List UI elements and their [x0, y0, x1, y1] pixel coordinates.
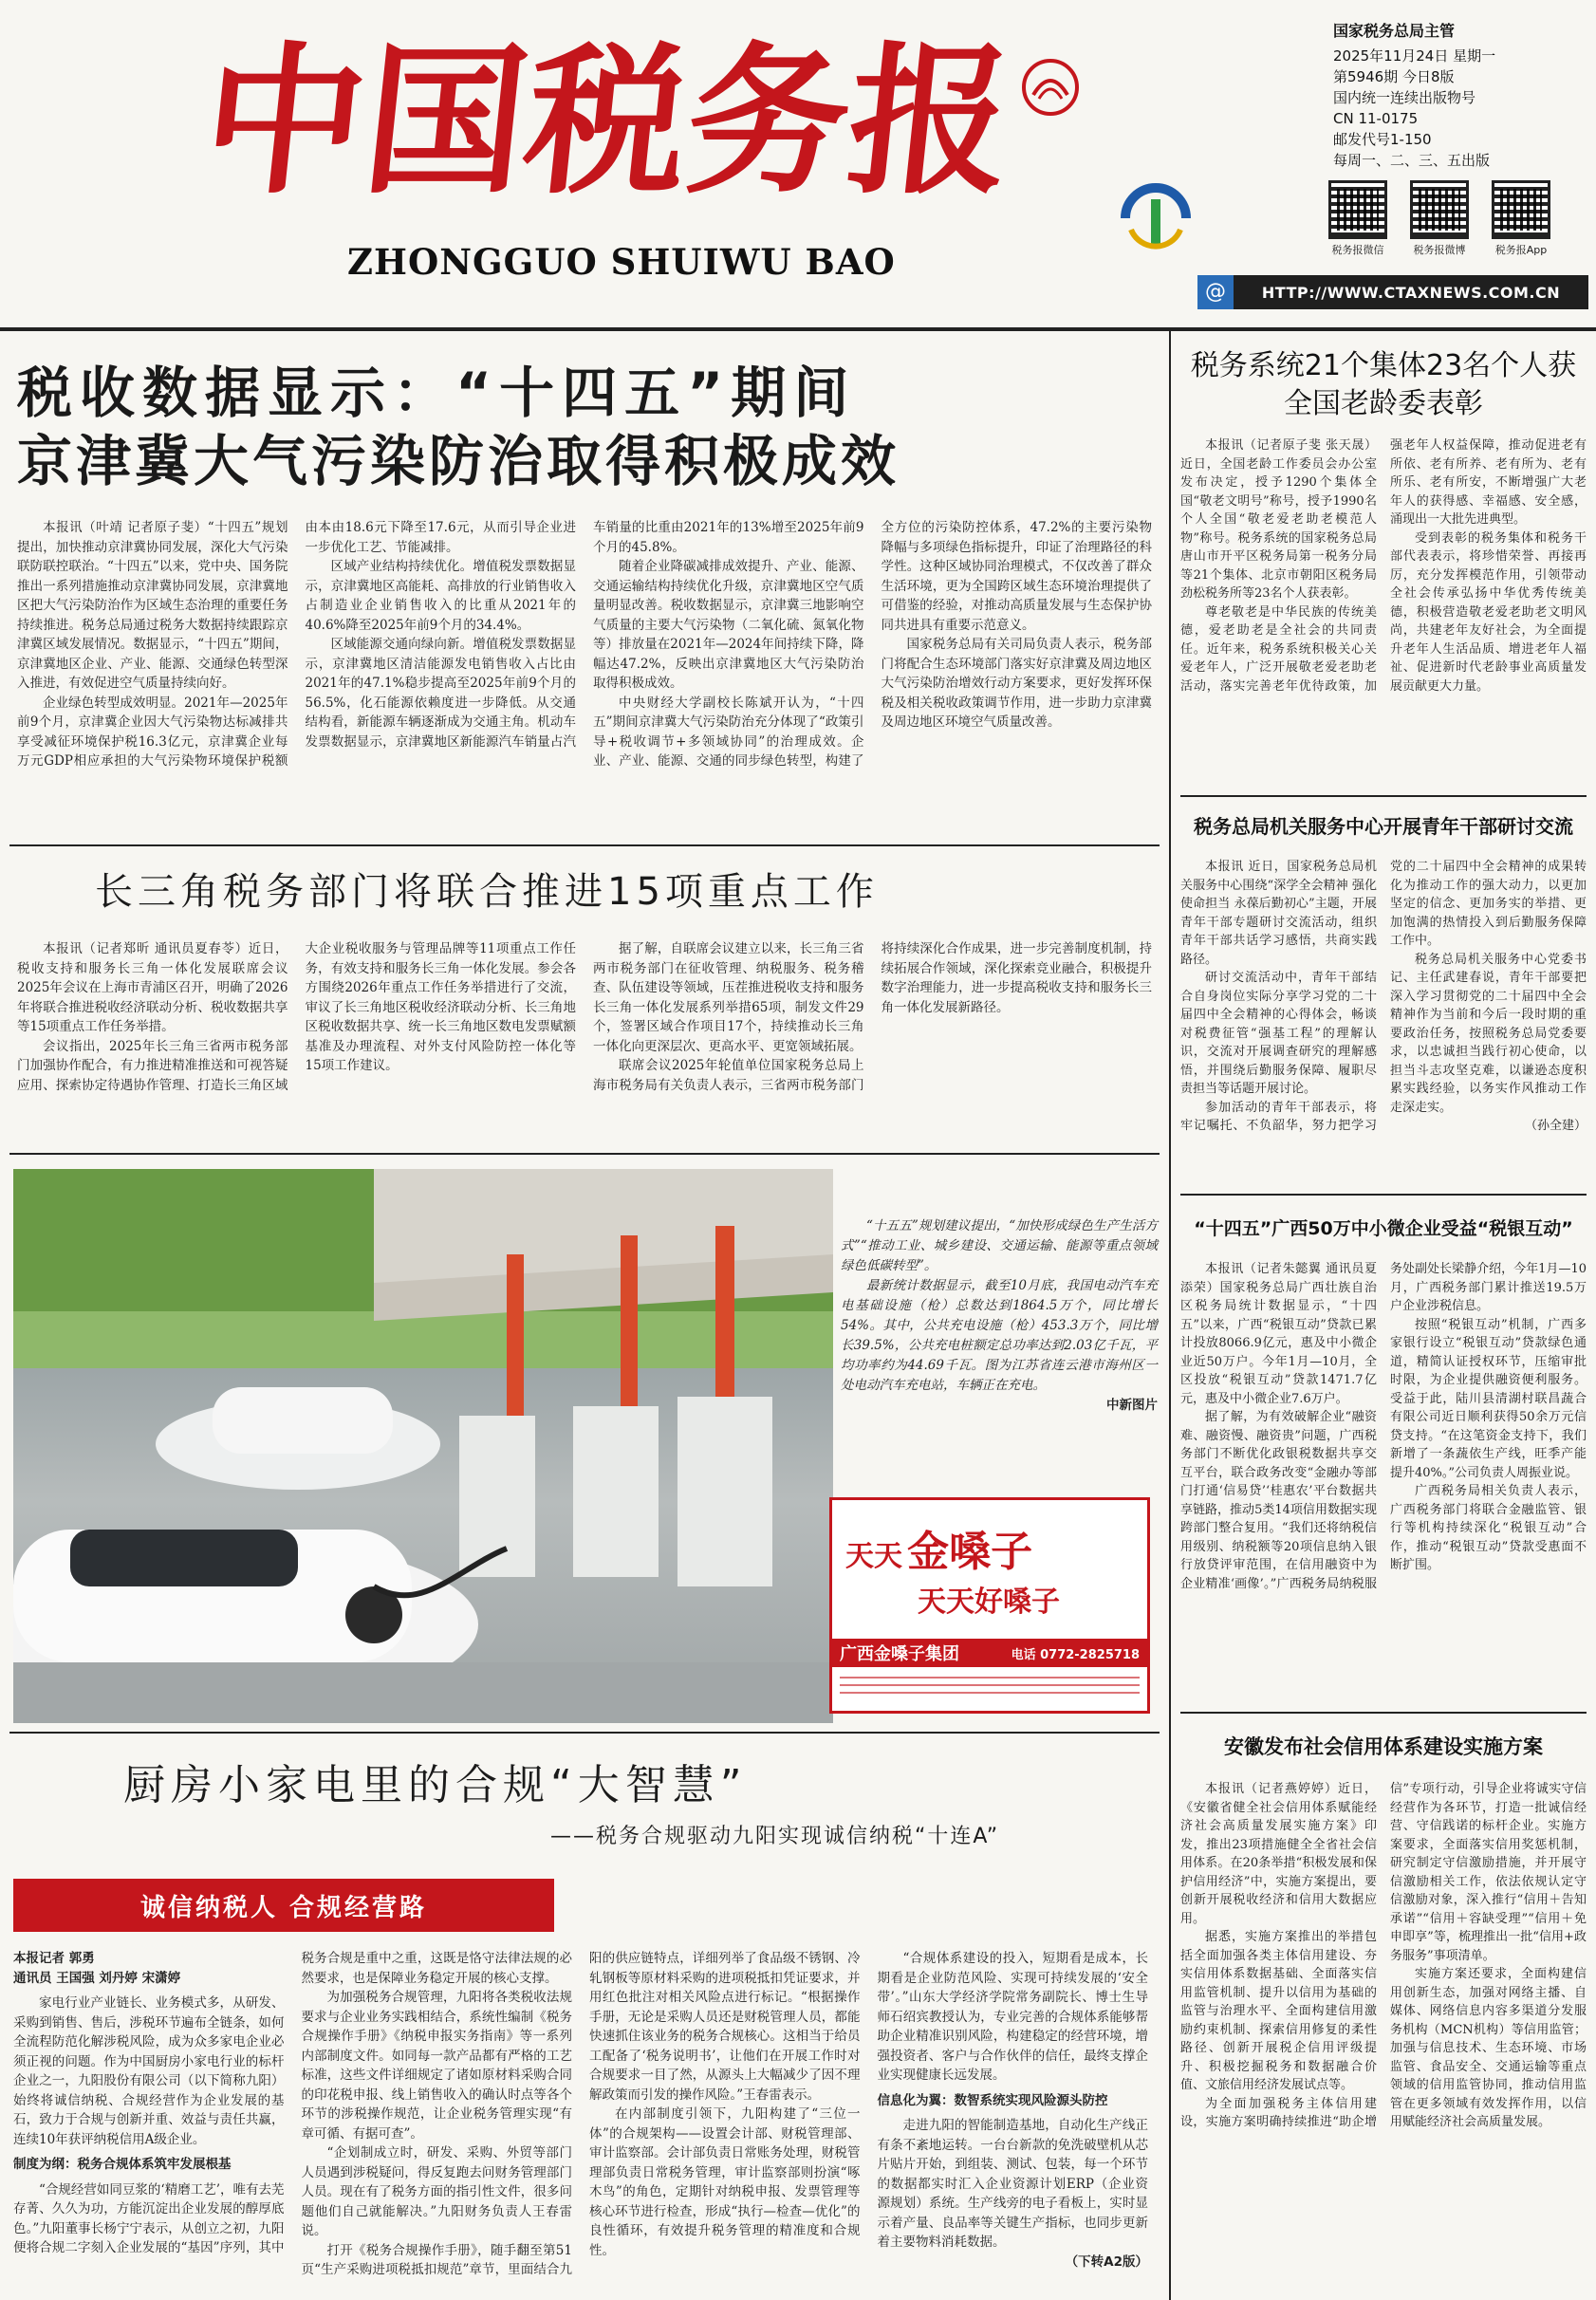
- issue-date: 2025年11月24日 星期一: [1333, 47, 1496, 65]
- masthead-divider: [0, 327, 1596, 331]
- paragraph: 据了解，自联席会议建立以来，长三角三省两市税务部门在征收管理、纳税服务、税务稽查、队伍建设等领域，压茬推进税收支持和服务长三角一体化发展系列举措65项，制发文件29个，签署区域合作项目17个，持续推动长三角一体化向更深层次、更高水平、更宽领域拓展。: [593, 941, 864, 1054]
- cn-number: CN 11-0175: [1333, 110, 1419, 127]
- cn-serial-label: 国内统一连续出版物号: [1333, 89, 1476, 106]
- right-headline-3: “十四五”广西50万中小微企业受益“税银互动”: [1194, 1218, 1573, 1239]
- paragraph: 据了解，为有效破解企业“融资难、融资慢、融资贵”问题，广西税务部门不断优化政银税数据共享交互平台，联合政务改变“金融办等部门打通‘信易贷’‘桂惠农’平台数据共享链路，推动5类14项信用数据实现跨部门整合复用。“我们还将纳税信用级别、纳税额等20项信息纳入银行放贷评审范围，在信用融资中为企业精准‘画像’。”广西税务局纳税服务处副处长梁静介绍，今年1月—10月，广西税务部门累计推送19.5万户企业涉税信息。: [1180, 1262, 1587, 1591]
- publish-frequency: 每周一、二、三、五出版: [1333, 152, 1491, 169]
- photo-credit: 中新图片: [1106, 1398, 1158, 1413]
- paragraph: 区域能源交通向绿向新。增值税发票数据显示，京津冀地区清洁能源发电销售收入占比由2021年的47.1%稳步提高至2025年前9个月的56.5%，化石能源依赖度进一步降低。从交通结构看，新能源车辆逐渐成为交通主角。机动车发票数据显示，京津冀地区新能源汽车销量占汽车销量的比重由2021年的13%增至2025年前9个月的45.8%。: [305, 520, 864, 750]
- paragraph: 本报讯（记者原子斐 张天晟）近日，全国老龄工作委员会办公室发布决定，授予1290个集体全国“敬老文明号”称号，授予1990名个人全国“敬老爱老助老模范人物”称号。税务系统的国家税务总局唐山市开平区税务局第一税务分局等21个集体、北京市朝阳区税务局劲松税务所等23名个人获表彰。: [1180, 438, 1377, 601]
- right-column: [1180, 342, 1587, 2296]
- paragraph: 本报讯（记者燕婷婷）近日，《安徽省健全社会信用体系赋能经济社会高质量发展实施方案》印发，推出23项措施健全全省社会信用体系。在20条举措“积极发展和保护信用经济”中，实施方案提出，要创新开展税收经济和信用大数据应用。: [1180, 1782, 1377, 1926]
- caption-paragraph: 最新统计数据显示，截至10月底，我国电动汽车充电基础设施（枪）总数达到1864.5万个，同比增长54%。其中，公共充电设施（枪）453.3万个，同比增长39.5%，公共充电桩额定总功率达到2.03亿千瓦，平均功率约为44.69千瓦。图为江苏省连云港市海州区一处电动汽车充电站，车辆正在充电。: [841, 1278, 1158, 1393]
- ad-line1-prefix: 天天: [845, 1540, 902, 1573]
- paragraph: 本报讯（记者郑昕 通讯员夏春苓）近日，税收支持和服务长三角一体化发展联席会议2025年会议在上海市青浦区召开，明确了2026年将联合推进税收经济联动分析、税收数据共享等15项重点工作任务举措。: [17, 941, 288, 1034]
- ad-brand: 金嗓子: [907, 1528, 1033, 1576]
- paragraph: 广西税务局相关负责人表示，广西税务部门将联合金融监管、银行等机构持续深化“税银互动”合作，推动“税银互动”贷款受惠面不断扩围。: [1390, 1484, 1587, 1572]
- paragraph: 为全面加强税务主体信用建设，实施方案明确持续推进“助企增信”专项行动，引导企业将诚实守信经营作为各环节，打造一批诚信经营、守信践诺的标杆企业。实施方案要求，全面落实信用奖惩机制，研究制定守信激励措施，并开展守信激励相关工作，依法依规认定守信激励对象，深入推行“信用＋告知承诺”“信用＋容缺受理”“信用＋免申即享”等，梳理推出一批“信用+政务服务”事项清单。: [1180, 1782, 1587, 2129]
- paragraph: 受到表彰的税务集体和税务干部代表表示，将珍惜荣誉、再接再厉，充分发挥模范作用，引领带动全社会传承弘扬中华优秀传统美德，积极营造敬老爱老助老文明风尚，共建老年友好社会，为全面提升老年人生活品质、增进老年人福祉、促进新时代老龄事业高质量发展贡献更大力量。: [1390, 530, 1587, 694]
- ad-box[interactable]: [829, 1497, 1150, 1714]
- feature-byline: 通讯员 王国强 刘丹婷 宋潇婷: [13, 1970, 181, 1986]
- right-article-3: [1180, 1260, 1587, 1698]
- charging-station-photo: [13, 1169, 833, 1723]
- lead-headline-line2: 京津冀大气污染防治取得积极成效: [17, 429, 900, 493]
- right-article-4: [1180, 1780, 1587, 2179]
- qr-label: 税务报App: [1494, 244, 1548, 256]
- ad-phone: 电话 0772-2825718: [1011, 1647, 1140, 1662]
- qr-code-icon: [1410, 180, 1469, 239]
- paragraph: 国家税务总局有关司局负责人表示，税务部门将配合生态环境部门落实好京津冀及周边地区大气污染防治增效行动方案要求，更好发挥环保税及相关税收政策调节作用，进一步助力京津冀及周边地区环境空气质量改善。: [881, 637, 1152, 730]
- website-url[interactable]: HTTP://WWW.CTAXNEWS.COM.CN: [1261, 283, 1561, 302]
- paragraph: 在内部制度引领下，九阳构建了“三位一体”的合规架构——设置会计部、财税管理部、审计监察部。会计部负责日常账务处理，财税管理部负责日常税务管理，审计监察部则扮演“啄木鸟”的角色，定期针对纳税申报、发票管理等核心环节进行检查，形成“执行—检查—优化”的良性循环，有效提升税务管理的精准度和合规性。: [589, 2106, 861, 2258]
- qr-wechat[interactable]: [1328, 180, 1387, 257]
- issue-number: 第5946期 今日8版: [1333, 68, 1455, 85]
- paragraph: （孙全建）: [1524, 1119, 1587, 1133]
- right-article-2: [1180, 858, 1587, 1182]
- right-headline-4: 安徽发布社会信用体系建设实施方案: [1224, 1735, 1543, 1758]
- masthead-info: [1333, 21, 1589, 171]
- qr-label: 税务报微博: [1413, 244, 1466, 256]
- column-divider: [1169, 331, 1171, 2300]
- section-divider: [1180, 795, 1587, 797]
- ad-company: 广西金嗓子集团: [840, 1644, 959, 1664]
- ad-slogan: 天天好嗓子: [918, 1586, 1060, 1619]
- section-divider: [9, 1153, 1160, 1155]
- paragraph: 尊老敬老是中华民族的传统美德，爱老助老是全社会的共同责任。近年来，税务系统积极关心关爱老年人，广泛开展敬老爱老助老活动，落实完善老年优待政策，加强老年人权益保障，推动促进老有所依、老有所养、老有所为、老有所乐、老有所安，不断增强广大老年人的获得感、幸福感、安全感，涌现出一大批先进典型。: [1180, 438, 1587, 694]
- paragraph: “企划制成立时，研发、采购、外贸等部门人员遇到涉税疑问，得反复跑去问财务管理部门人员。现在有了税务方面的指引性文件，很多问题他们自己就能解决。”九阳财务负责人王春雷说。: [301, 2145, 572, 2238]
- lead-headline-line1: 税收数据显示：“十四五”期间: [17, 361, 857, 425]
- photo-drawing: [13, 1169, 833, 1723]
- qr-code-icon: [1492, 180, 1550, 239]
- paragraph: 区域产业结构持续优化。增值税发票数据显示，京津冀地区高能耗、高排放的行业销售收入占制造业企业销售收入的比重从2021年的40.6%降至2025年前9个月的34.4%。: [305, 559, 576, 633]
- lead-headline: [17, 359, 1156, 495]
- section-divider: [1180, 1712, 1587, 1714]
- feature-subheading: 信息化为翼：数智系统实现风险源头防控: [877, 2092, 1108, 2108]
- tax-logo-icon: [1118, 180, 1194, 256]
- feature-banner-text: 诚信纳税人 合规经营路: [139, 1893, 428, 1922]
- paragraph: 打开《税务合规操作手册》，随手翻至第51页“生产采购进项税抵扣规范”章节，里面结合九阳的供应链特点，详细列举了食品级不锈钢、冷轧钢板等原材料采购的进项税抵扣凭证要求，并用红色批注对相关风险点进行标记。“根据操作手册，无论是采购人员还是财税管理人员，都能快速抓住该业务的税务合规核心。这相当于给员工配备了‘税务说明书’，让他们在开展工作时对合规要求一目了然，从源头上大幅减少了因不理解政策而引发的操作风险。”王春雷表示。: [301, 1951, 861, 2277]
- paragraph: 按照“税银互动”机制，广西多家银行设立“税银互动”贷款绿色通道，精简认证授权环节，压缩审批时限，为企业提供融资便利服务。受益于此，陆川县清湖村联昌蔬合有限公司近日顺利获得50余万元信贷支持。“在这笔资金支持下，我们新增了一条蔬依生产线，旺季产能提升40%。”公司负责人周振业说。: [1390, 1317, 1587, 1480]
- qr-code-icon: [1328, 180, 1387, 239]
- paragraph: 本报讯（记者朱懿翼 通讯员夏添荣）国家税务总局广西壮族自治区税务局统计数据显示，“十四五”以来，广西“税银互动”贷款已累计投放8066.9亿元，惠及中小微企业近50万户。今年1月—10月，全区投放“税银互动”贷款1471.7亿元，惠及中小微企业7.6万户。: [1180, 1262, 1377, 1406]
- section-divider: [9, 844, 1160, 846]
- paragraph: 本报讯 近日，国家税务总局机关服务中心围绕“深学全会精神 强化使命担当 永葆后勤初心”主题，开展青年干部专题研讨交流活动，组织青年干部共话学习感悟，共商实践路径。: [1180, 860, 1377, 967]
- right-headline-2: 税务总局机关服务中心开展青年干部研讨交流: [1194, 815, 1573, 838]
- section-divider: [1180, 1194, 1587, 1196]
- right-article-1: [1180, 436, 1587, 788]
- masthead: [0, 0, 1596, 323]
- paragraph: 中央财经大学副校长陈斌开认为，“十四五”期间京津冀大气污染防治充分体现了“政策引导+税收调节+多领域协同”的治理成效。企业、产业、能源、交通的同步绿色转型，构建了全方位的污染防控体系，47.2%的主要污染物降幅与多项绿色指标提升，印证了治理路径的科学性。这种区域协同治理模式，不仅改善了群众生活环境，更为全国跨区域生态环境治理提供了可借鉴的经验，对推动高质量发展与生态保护协同共进具有重要示范意义。: [593, 520, 1152, 769]
- ad-footer: [832, 1639, 1147, 1667]
- caption-paragraph: “十五五”规划建议提出，“加快形成绿色生产生活方式”“推动工业、城乡建设、交通运输、能源等重点领域绿色低碳转型”。: [841, 1218, 1158, 1273]
- website-bar[interactable]: [1197, 275, 1588, 309]
- masthead-pinyin: ZHONGGUO SHUIWU BAO: [347, 241, 896, 283]
- ad-line1: [845, 1517, 1140, 1578]
- at-icon: @: [1197, 275, 1234, 309]
- feature-subhead: ——税务合规驱动九阳实现诚信纳税“十连A”: [550, 1825, 1000, 1848]
- paragraph: 会议指出，2025年长三角三省两市税务部门加强协作配合，有力推进精准推送和可视答疑应用、探索协定待遇协作管理、打造长三角区域大企业税收服务与管理品牌等11项重点工作任务，有效支持和服务长三角一体化发展。参会各方围绕2026年重点工作任务举措进行了交流，审议了长三角地区税收经济联动分析、长三角地区税收数据共享、统一长三角地区数电发票赋额基准及办理流程、对外支付风险防控一体化等15项工作建议。: [17, 941, 576, 1093]
- ad-fineprint-lines: [840, 1677, 1140, 1699]
- paragraph: 家电行业产业链长、业务模式多，从研发、采购到销售、售后，涉税环节遍布全链条，如何全流程防范化解涉税风险，成为众多家电企业必须正视的问题。作为中国厨房小家电行业的标杆企业之一，九阳股份有限公司（以下简称九阳）始终将诚信纳税、合规经营作为企业发展的基石，致力于合规与创新并重、效益与责任共赢，连续10年获评纳税信用A级企业。: [13, 1995, 285, 2147]
- photo-caption: [841, 1216, 1158, 1416]
- yrd-body: [17, 939, 1152, 1139]
- paragraph: 走进九阳的智能制造基地，自动化生产线正有条不紊地运转。一台台新款的免洗破壁机从芯片贴片开始，到组装、测试、包装，每一个环节的数据都实时汇入企业资源计划ERP（企业资源规划）系统。生产线旁的电子看板上，实时显示着产量、良品率等关键生产指标，也同步更新着主要物料消耗数据。: [877, 2118, 1148, 2250]
- paragraph: 税务总局机关服务中心党委书记、主任武建春说，青年干部要把深入学习贯彻党的二十届四中全会精神作为当前和今后一段时期的重要政治任务，按照税务总局党委要求，以忠诚担当践行初心使命，以担当斗志攻坚克难，以谦逊态度积累实践经验，以务实作风推动工作走深走实。: [1390, 952, 1587, 1115]
- continued-note: （下转A2版）: [1065, 2254, 1148, 2270]
- paragraph: 本报讯（叶靖 记者原子斐）“十四五”规划提出，加快推动京津冀协同发展，深化大气污染联防联控联治。“十四五”以来，党中央、国务院推出一系列措施推动京津冀协同发展，京津冀地区把大气污染防治作为区域生态治理的重要任务持续推进。税务总局通过税务大数据持续跟踪京津冀区域发展情况。数据显示，“十四五”期间，京津冀地区企业、产业、能源、交通绿色转型深入推进，有效促进空气质量持续向好。: [17, 520, 288, 691]
- masthead-title: 中国税务报: [194, 27, 1021, 216]
- paragraph: 据悉，实施方案推出的举措包括全面加强各类主体信用建设、夯实信用体系数据基础、全面落实信用监管机制、提升以信用为基础的监管与治理水平、全面构建信用激励约束机制、探索信用修复的柔性路径、创新开展税企信用评级提升、积极挖掘税务和数据融合价值、文旅信用经济发展试点等。: [1180, 1930, 1377, 2092]
- paragraph: 实施方案还要求，全面构建信用创新生态，加强对网络主播、自媒体、网络信息内容多渠道分发服务机构（MCN机构）等信用监管；加强与信息技术、生态环境、市场监管、食品安全、交通运输等重点领域的信用监管协同，推动信用监管在更多领域有效发挥作用，以信用赋能经济社会高质量发展。: [1390, 1967, 1587, 2129]
- paragraph: 参加活动的青年干部表示，将牢记嘱托、不负韶华，努力把学习党的二十届四中全会精神的成果转化为推动工作的强大动力，以更加坚定的信念、更加务实的举措、更加饱满的热情投入到后勤服务保障工作中。: [1180, 860, 1587, 1133]
- anniversary-emblem-icon: [1020, 57, 1081, 118]
- paragraph: “合规经营如同豆浆的‘精磨工艺’，唯有去芜存菁、久久为功，方能沉淀出企业发展的醇厚底色。”九阳董事长杨宁宁表示，从创立之初，九阳便将合规二字刻入企业发展的“基因”序列，其中税务合规是重中之重，这既是恪守法律法规的必然要求，也是保障业务稳定开展的核心支撑。: [13, 1951, 572, 2255]
- postal-code: 邮发代号1-150: [1333, 131, 1432, 148]
- qr-app[interactable]: [1492, 180, 1550, 257]
- sponsor-label: 国家税务总局主管: [1333, 22, 1456, 40]
- lead-body: [17, 518, 1152, 833]
- feature-headline: 厨房小家电里的合规“大智慧”: [123, 1761, 748, 1809]
- qr-label: 税务报微信: [1331, 244, 1384, 256]
- feature-banner: [13, 1879, 554, 1932]
- feature-subheading: 制度为纲：税务合规体系筑牢发展根基: [13, 2157, 232, 2172]
- paragraph: “合规体系建设的投入，短期看是成本，长期看是企业防范风险、实现可持续发展的‘安全带’。”山东大学经济学院常务副院长、博士生导师石绍宾教授认为，专业完善的合规体系能够帮助企业精准识别风险，构建稳定的经营环境，增强投资者、客户与合作伙伴的信任，最终支撑企业实现健康长远发展。: [877, 1951, 1148, 2083]
- paragraph: 研讨交流活动中，青年干部结合自身岗位实际分享学习党的二十届四中全会精神的心得体会，畅谈对税费征管“强基工程”的理解认识，交流对开展调查研究的理解感悟，并围绕后勤服务保障、履职尽责担当等话题开展讨论。: [1180, 971, 1377, 1096]
- qr-weibo[interactable]: [1410, 180, 1469, 257]
- right-headline-1: 税务系统21个集体23名个人获全国老龄委表彰: [1190, 349, 1577, 420]
- paragraph: 为加强税务合规管理，九阳将各类税收法规要求与企业业务实践相结合，系统性编制《税务合规操作手册》《纳税申报实务指南》等一系列内部制度文件。如同每一款产品都有严格的工艺标准，这些文件详细规定了诸如原材料采购合同的印花税申报、线上销售收入的确认时点等各个环节的涉税操作规范，让企业税务管理实现“有章可循、有据可查”。: [301, 1990, 572, 2142]
- paragraph: 企业绿色转型成效明显。2021年—2025年前9个月，京津冀企业因大气污染物达标减排共享受减征环境保护税16.3亿元，京津冀企业每万元GDP相应承担的大气污染物环境保护税额由本由18.6元下降至17.6元，从而引导企业进一步优化工艺、节能减排。: [17, 520, 576, 769]
- qr-codes: [1328, 180, 1585, 257]
- paragraph: 联席会议2025年轮值单位国家税务总局上海市税务局有关负责人表示，三省两市税务部门将持续深化合作成果，进一步完善制度机制，持续拓展合作领域，深化探索竞业融合，积极提升数字治理能力，进一步提高税收支持和服务长三角一体化发展新路径。: [593, 941, 1152, 1093]
- feature-byline: 本报记者 郭勇: [13, 1951, 95, 1966]
- feature-body: [13, 1949, 1148, 2291]
- yrd-headline: 长三角税务部门将联合推进15项重点工作: [95, 870, 879, 914]
- paragraph: 随着企业降碳减排成效提升、产业、能源、交通运输结构持续优化升级，京津冀地区空气质量明显改善。税收数据显示，京津冀三地影响空气质量的主要大气污染物（二氧化硫、氮氧化物等）排放量在2021年—2024年间持续下降，降幅达47.2%，反映出京津冀地区大气污染防治取得积极成效。: [593, 559, 864, 691]
- section-divider: [9, 1732, 1160, 1734]
